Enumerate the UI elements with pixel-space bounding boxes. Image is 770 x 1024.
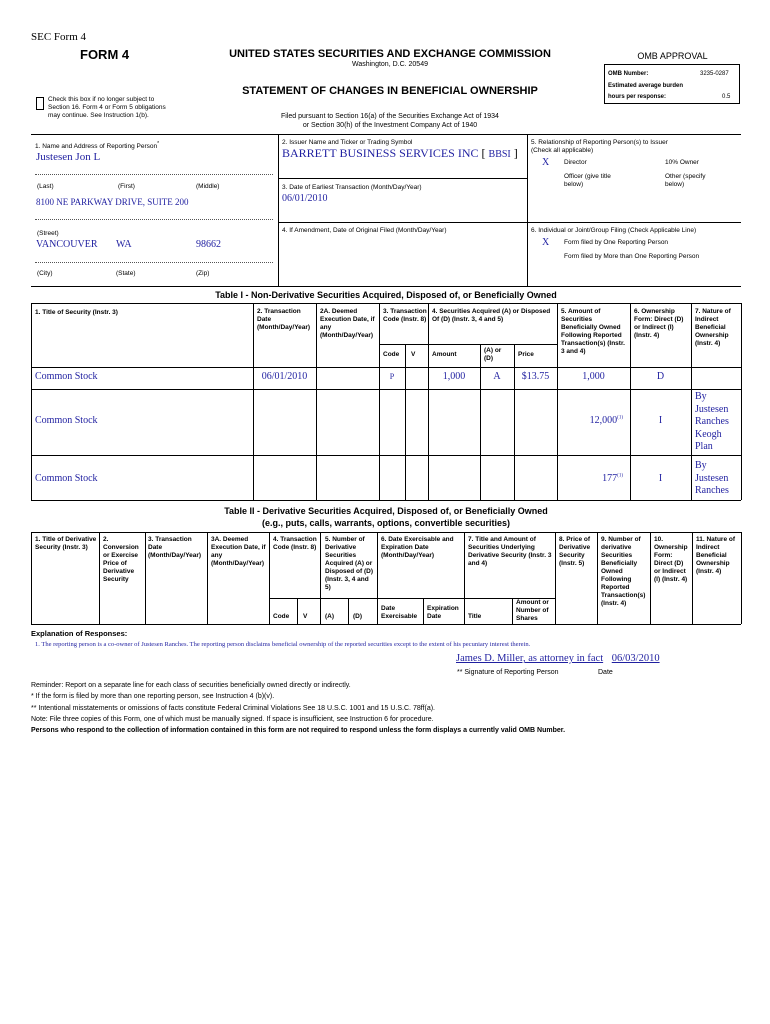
table2-title: Table II - Derivative Securities Acquired, Disposed of, or Beneficially Owned (e.g., puts, calls, warrants, options, convertible securities) bbox=[224, 506, 548, 528]
t2-sub-amount: Amount or Number of Shares bbox=[516, 599, 549, 622]
footer-instruction: * If the form is filed by more than one reporting person, see Instruction 4 (b)(v). bbox=[31, 693, 275, 701]
footer-reminder: Reminder: Report on a separate line for each class of securities beneficially owned directly or indirectly. bbox=[31, 682, 351, 689]
form-title: FORM 4 bbox=[80, 47, 130, 62]
t2-sub-exercisable: Date Exercisable bbox=[381, 605, 418, 620]
t2-h3a: 3A. Deemed Execution Date, if any (Month/Day/Year) bbox=[211, 536, 266, 567]
t2-h2: 2. Conversion or Exercise Price of Derivative Security bbox=[103, 536, 139, 583]
t1-r2-nature: By Justesen Ranches Keogh Plan bbox=[695, 391, 729, 452]
checkbox-instructions: Check this box if no longer subject to Section 16. Form 4 or Form 5 obligations may continue. See Instruction 1(b). bbox=[48, 96, 166, 119]
omb-number: 3235-0287 bbox=[700, 71, 729, 77]
issuer-name: BARRETT BUSINESS SERVICES INC bbox=[282, 146, 479, 160]
omb-number-label: OMB Number: bbox=[608, 71, 649, 77]
t1-r1-amount: 1,000 bbox=[442, 371, 466, 382]
t1-r3-nature: By Justesen Ranches bbox=[695, 460, 729, 496]
t1-sub-code: Code bbox=[383, 351, 400, 358]
t1-r2-owned: 12,000$^{(1)}$ bbox=[589, 415, 623, 426]
t1-r1-code: P bbox=[389, 372, 395, 381]
footer-notes bbox=[31, 680, 751, 736]
t1-h5: 5. Amount of Securities Beneficially Owned Following Reported Transaction(s) (Instr. 3 and 4) bbox=[561, 308, 625, 355]
t1-sub-v: V bbox=[411, 351, 416, 358]
t2-sub-d: (D) bbox=[353, 613, 363, 620]
t1-sub-price: Price bbox=[518, 351, 534, 358]
zip-label: (Zip) bbox=[196, 270, 210, 277]
middle-label: (Middle) bbox=[196, 183, 220, 190]
issuer-name-line: BARRETT BUSINESS SERVICES INC [ BBSI ] bbox=[282, 146, 518, 160]
amendment-label: 4. If Amendment, Date of Original Filed (Month/Day/Year) bbox=[282, 227, 447, 234]
footer-copies: Note: File three copies of this Form, one of which must be manually signed. If space is insufficient, see Instruction 6 for procedure. bbox=[31, 715, 434, 723]
street-address: 8100 NE PARKWAY DRIVE, SUITE 200 bbox=[36, 197, 189, 207]
statement-title: STATEMENT OF CHANGES IN BENEFICIAL OWNERSHIP bbox=[242, 85, 538, 97]
t1-r3-owned: 177$^{(1)}$ bbox=[602, 473, 623, 484]
signature-line bbox=[456, 653, 660, 664]
sec-form-label: SEC Form 4 bbox=[31, 31, 87, 43]
t1-h3: 3. Transaction Code (Instr. 8) bbox=[383, 308, 427, 323]
signature-label: ** Signature of Reporting Person bbox=[457, 669, 559, 676]
officer-label: Officer (give title below) bbox=[564, 173, 611, 188]
issuer-ticker: BBSI bbox=[488, 149, 511, 160]
street-label: (Street) bbox=[37, 230, 59, 237]
explanation-heading: Explanation of Responses: bbox=[31, 629, 128, 638]
one-person-mark[interactable]: X bbox=[542, 237, 550, 248]
one-person-label: Form filed by One Reporting Person bbox=[564, 239, 669, 246]
other-label: Other (specify below) bbox=[665, 173, 706, 188]
t1-h1: 1. Title of Security (Instr. 3) bbox=[35, 309, 118, 316]
city-value: VANCOUVER bbox=[36, 239, 98, 250]
t1-r1-form: D bbox=[656, 371, 665, 382]
director-label: Director bbox=[564, 159, 587, 166]
last-label: (Last) bbox=[37, 183, 54, 190]
t2-h10: 10. Ownership Form: Direct (D) or Indirect (I) (Instr. 4) bbox=[654, 536, 688, 583]
t1-r1-owned: 1,000 bbox=[582, 371, 605, 382]
footer-violations: ** Intentional misstatements or omissions of facts constitute Federal Criminal Violations See 18 U.S.C. 1001 and 15 U.S.C. 78ff(a). bbox=[31, 704, 435, 712]
footer-omb: Persons who respond to the collection of information contained in this form are not required to respond unless the form displays a currently valid OMB Number. bbox=[31, 727, 566, 735]
t2-sub-code: Code bbox=[273, 613, 290, 620]
t1-h2a: 2A. Deemed Execution Date, if any (Month/Day/Year) bbox=[320, 308, 375, 339]
burden-label: Estimated average burden bbox=[608, 83, 684, 89]
t2-h11: 11. Nature of Indirect Beneficial Ownership (Instr. 4) bbox=[696, 536, 736, 575]
t1-h2: 2. Transaction Date (Month/Day/Year) bbox=[257, 308, 311, 331]
zip-value: 98662 bbox=[196, 239, 221, 250]
t1-r3-form: I bbox=[658, 473, 663, 484]
reporting-person-label: 1. Name and Address of Reporting Person* bbox=[35, 141, 160, 151]
table1-title: Table I - Non-Derivative Securities Acquired, Disposed of, or Beneficially Owned bbox=[215, 290, 557, 300]
commission-title: UNITED STATES SECURITIES AND EXCHANGE COMMISSION bbox=[229, 48, 551, 60]
state-value: WA bbox=[116, 239, 132, 250]
t1-r1-ad: A bbox=[493, 371, 501, 382]
hours-label: hours per response: bbox=[608, 94, 667, 100]
t2-h3: 3. Transaction Date (Month/Day/Year) bbox=[148, 536, 202, 559]
t1-sub-ad: (A) or (D) bbox=[484, 347, 502, 362]
table-row: Common Stock bbox=[35, 371, 98, 382]
date-label: Date bbox=[598, 669, 613, 676]
t2-sub-title: Title bbox=[468, 613, 482, 620]
t1-sub-amount: Amount bbox=[432, 351, 457, 358]
t2-h6: 6. Date Exercisable and Expiration Date (Month/Day/Year) bbox=[381, 536, 454, 559]
no-longer-subject-checkbox[interactable] bbox=[36, 97, 44, 110]
state-label: (State) bbox=[116, 270, 136, 277]
t2-sub-a: (A) bbox=[325, 613, 335, 620]
filing-label: 6. Individual or Joint/Group Filing (Check Applicable Line) bbox=[531, 227, 697, 234]
t1-r1-price: $13.75 bbox=[521, 371, 550, 382]
t1-h6: 6. Ownership Form: Direct (D) or Indirect (I) (Instr. 4) bbox=[634, 308, 684, 339]
earliest-transaction-label: 3. Date of Earliest Transaction (Month/Day/Year) bbox=[282, 184, 422, 191]
t1-r1-date: 06/01/2010 bbox=[261, 371, 308, 382]
earliest-transaction-date: 06/01/2010 bbox=[282, 193, 328, 204]
t1-h7: 7. Nature of Indirect Beneficial Ownership (Instr. 4) bbox=[695, 308, 731, 347]
first-label: (First) bbox=[118, 183, 135, 190]
signature-date: 06/03/2010 bbox=[611, 653, 660, 664]
city-label: (City) bbox=[37, 270, 53, 277]
t2-sub-v: V bbox=[303, 613, 308, 620]
t2-sub-expiration: Expiration Date bbox=[427, 605, 459, 620]
t2-h7: 7. Title and Amount of Securities Underlying Derivative Security (Instr. 3 and 4) bbox=[468, 536, 552, 567]
t1-r2-form: I bbox=[658, 415, 663, 426]
relationship-label: 5. Relationship of Reporting Person(s) to Issuer (Check all applicable) bbox=[531, 139, 668, 154]
reporting-person-name: Justesen Jon L bbox=[36, 151, 101, 163]
table-row: Common Stock bbox=[35, 415, 98, 426]
t2-h9: 9. Number of derivative Securities Beneficially Owned Following Reported Transaction(s) (Instr. 4) bbox=[601, 536, 646, 607]
director-mark[interactable]: X bbox=[542, 157, 550, 168]
ten-percent-label: 10% Owner bbox=[665, 159, 699, 166]
commission-address: Washington, D.C. 20549 bbox=[351, 61, 428, 68]
signature-name: James D. Miller, as attorney in fact bbox=[456, 653, 604, 664]
t2-h1: 1. Title of Derivative Security (Instr. 3) bbox=[35, 536, 97, 551]
explanation-note-1: 1. The reporting person is a co-owner of Justesen Ranches. The reporting person disclaims beneficial ownership of the reported securities except to the extent of his pecuniary interest therein. bbox=[35, 641, 531, 648]
issuer-label: 2. Issuer Name and Ticker or Trading Symbol bbox=[282, 139, 413, 146]
table-row: Common Stock bbox=[35, 473, 98, 484]
more-person-label: Form filed by More than One Reporting Person bbox=[564, 253, 700, 260]
t2-h5: 5. Number of Derivative Securities Acquired (A) or Disposed of (D) (Instr. 3, 4 and 5) bbox=[325, 536, 374, 591]
t1-h4: 4. Securities Acquired (A) or Disposed Of (D) (Instr. 3, 4 and 5) bbox=[432, 308, 551, 323]
t2-h4: 4. Transaction Code (Instr. 8) bbox=[273, 536, 317, 551]
filed-pursuant: Filed pursuant to Section 16(a) of the Securities Exchange Act of 1934 or Section 30(h) of the Investment Company Act of 1940 bbox=[281, 113, 499, 129]
t2-h8: 8. Price of Derivative Security (Instr. 5) bbox=[559, 536, 591, 567]
hours-value: 0.5 bbox=[722, 94, 731, 100]
omb-approval-title: OMB APPROVAL bbox=[637, 51, 708, 61]
